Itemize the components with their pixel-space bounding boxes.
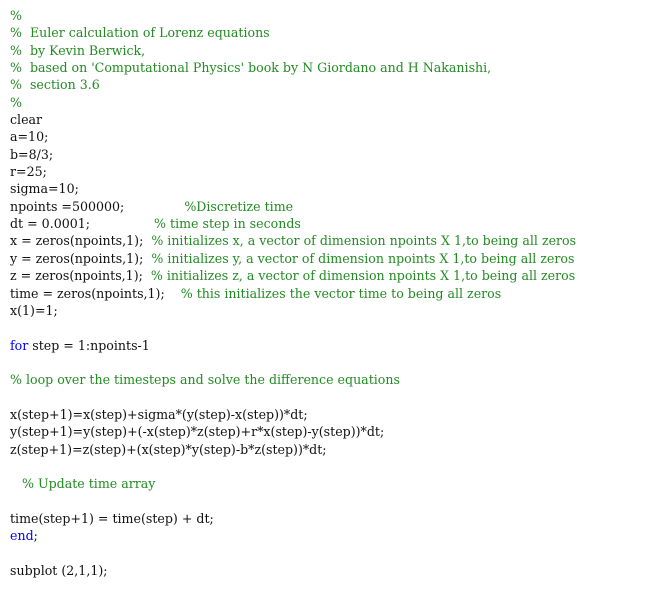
code-comment: % bbox=[10, 94, 22, 110]
code-comment: %Discretize time bbox=[184, 198, 294, 214]
code-comment: % Update time array bbox=[22, 476, 156, 492]
code-text: y = zeros(npoints,1); bbox=[10, 250, 152, 266]
code-line bbox=[10, 42, 650, 59]
code-line bbox=[10, 458, 650, 475]
code-text: b=8/3; bbox=[10, 146, 54, 162]
code-comment: % loop over the timesteps and solve the difference equations bbox=[10, 372, 400, 388]
code-line bbox=[10, 406, 650, 423]
code-line bbox=[10, 371, 650, 388]
code-comment: % time step in seconds bbox=[154, 216, 301, 232]
code-line bbox=[10, 562, 650, 579]
code-comment: % bbox=[10, 8, 22, 23]
code-text: x = zeros(npoints,1); bbox=[10, 233, 152, 249]
code-text: time = zeros(npoints,1); bbox=[10, 285, 181, 301]
code-line bbox=[10, 319, 650, 336]
code-comment: % section 3.6 bbox=[10, 77, 100, 93]
code-keyword: for bbox=[10, 337, 29, 353]
code-line bbox=[10, 267, 650, 284]
code-comment: % by Kevin Berwick, bbox=[10, 42, 146, 58]
code-text: x(1)=1; bbox=[10, 302, 58, 318]
code-text: clear bbox=[10, 112, 43, 128]
code-line bbox=[10, 180, 650, 197]
code-line bbox=[10, 232, 650, 249]
code-line bbox=[10, 163, 650, 180]
code-line bbox=[10, 94, 650, 111]
code-listing bbox=[10, 7, 650, 579]
code-text: npoints =500000; bbox=[10, 198, 185, 214]
code-line bbox=[10, 7, 650, 24]
code-text bbox=[10, 476, 22, 491]
code-line bbox=[10, 128, 650, 145]
code-text: z = zeros(npoints,1); bbox=[10, 268, 151, 284]
code-line bbox=[10, 250, 650, 267]
code-comment: % initializes y, a vector of dimension npoints X 1,to being all zeros bbox=[151, 250, 575, 266]
code-line bbox=[10, 527, 650, 544]
code-keyword: end bbox=[10, 528, 34, 544]
code-text: ; bbox=[33, 528, 38, 544]
code-line bbox=[10, 475, 650, 492]
code-comment: % initializes x, a vector of dimension npoints X 1,to being all zeros bbox=[151, 233, 577, 249]
code-line bbox=[10, 24, 650, 41]
code-text: step = 1:npoints-1 bbox=[28, 337, 150, 353]
code-line bbox=[10, 198, 650, 215]
code-line bbox=[10, 111, 650, 128]
code-text: sigma=10; bbox=[10, 181, 79, 197]
code-line bbox=[10, 146, 650, 163]
code-line bbox=[10, 285, 650, 302]
code-text: y(step+1)=y(step)+(-x(step)*z(step)+r*x(step)-y(step))*dt; bbox=[10, 424, 385, 440]
code-text: z(step+1)=z(step)+(x(step)*y(step)-b*z(step))*dt; bbox=[10, 441, 327, 457]
code-text: a=10; bbox=[10, 129, 49, 145]
code-text: r=25; bbox=[10, 164, 47, 180]
code-line bbox=[10, 76, 650, 93]
code-text: dt = 0.0001; bbox=[10, 216, 155, 232]
code-comment: % this initializes the vector time to being all zeros bbox=[180, 285, 502, 301]
code-line bbox=[10, 545, 650, 562]
code-text: time(step+1) = time(step) + dt; bbox=[10, 510, 214, 526]
code-line bbox=[10, 423, 650, 440]
code-comment: % based on 'Computational Physics' book by N Giordano and H Nakanishi, bbox=[10, 60, 492, 76]
code-line bbox=[10, 302, 650, 319]
code-text: subplot (2,1,1); bbox=[10, 563, 108, 578]
code-line bbox=[10, 354, 650, 371]
code-line bbox=[10, 215, 650, 232]
code-line bbox=[10, 493, 650, 510]
code-line bbox=[10, 337, 650, 354]
code-line bbox=[10, 59, 650, 76]
code-comment: % Euler calculation of Lorenz equations bbox=[10, 25, 270, 41]
code-line bbox=[10, 441, 650, 458]
code-text: x(step+1)=x(step)+sigma*(y(step)-x(step))*dt; bbox=[10, 406, 308, 422]
code-line bbox=[10, 510, 650, 527]
code-line bbox=[10, 389, 650, 406]
code-comment: % initializes z, a vector of dimension npoints X 1,to being all zeros bbox=[150, 268, 576, 284]
